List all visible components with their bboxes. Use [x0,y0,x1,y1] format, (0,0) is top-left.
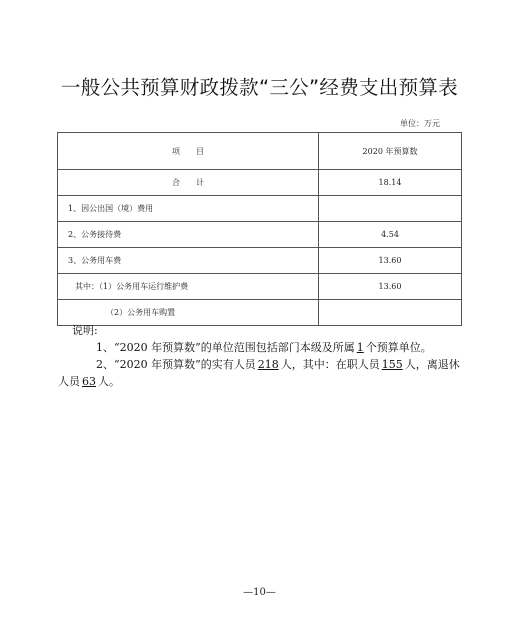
table-row [58,222,462,248]
table-row [58,248,462,274]
table-row [58,274,462,300]
note1-count: 1 [356,341,364,354]
table-row [58,170,462,196]
row-value: 18.14 [319,170,462,196]
row-value: 4.54 [319,222,462,248]
row-item: 3、公务用车费 [58,248,319,274]
row-value [319,196,462,222]
row-item: 2、公务接待费 [58,222,319,248]
row-item: 合 计 [58,170,319,196]
row-item: （2）公务用车购置 [58,300,319,326]
row-value: 13.60 [319,248,462,274]
notes-section [58,322,462,390]
budget-table [57,132,462,326]
table-header-row [58,133,462,170]
note2-retired: 63 [82,375,96,388]
page-title: 一般公共预算财政拨款“三公”经费支出预算表 [60,76,458,99]
row-item: 其中：（1）公务用车运行维护费 [58,274,319,300]
note2-active: 155 [381,358,403,371]
row-item: 1、因公出国（境）费用 [58,196,319,222]
note-1: 1、“2020 年预算数”的单位范围包括部门本级及所属 1 个预算单位。 [96,341,432,354]
page-number: —10— [243,587,276,598]
row-value: 13.60 [319,274,462,300]
notes-heading: 说明: [72,324,98,337]
note2-total: 218 [257,358,279,371]
note-2: 2、“2020 年预算数”的实有人员 218 人，其中：在职人员 155 人，离退休人员 63 人。 [58,358,460,388]
header-budget: 2020 年预算数 [319,133,462,170]
table-row [58,196,462,222]
unit-label: 单位：万元 [400,119,440,128]
header-item: 项 目 [58,133,319,170]
